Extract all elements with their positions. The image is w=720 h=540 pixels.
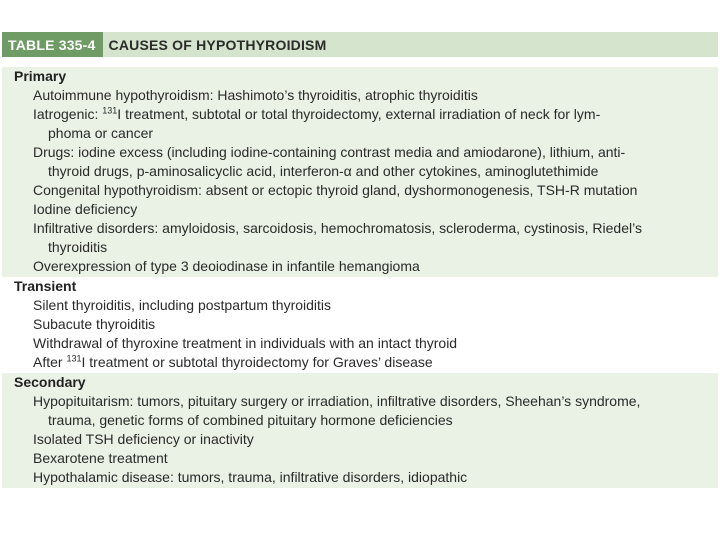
list-item: Hypothalamic disease: tumors, trauma, infiltrative disorders, idiopathic bbox=[33, 469, 468, 485]
table-number: TABLE 335-4 bbox=[2, 32, 103, 57]
section-heading-primary: Primary bbox=[14, 68, 67, 84]
section-transient bbox=[2, 277, 718, 373]
list-item: Iatrogenic: $^{131}$I treatment, subtotal or total thyroidectomy, external irradiation of neck for lym- phoma or cancer bbox=[33, 105, 601, 141]
title-spacer bbox=[2, 57, 718, 67]
section-secondary bbox=[2, 373, 718, 488]
list-item: Hypopituitarism: tumors, pituitary surgery or irradiation, infiltrative disorders, Sheehan’s syndrome, trauma, genetic forms of combined pituitary hormone deficiencies bbox=[33, 393, 641, 428]
list-item: Autoimmune hypothyroidism: Hashimoto’s thyroiditis, atrophic thyroiditis bbox=[33, 87, 478, 103]
section-primary bbox=[2, 67, 718, 277]
list-item: Drugs: iodine excess (including iodine-containing contrast media and amiodarone), lithium, anti- thyroid drugs, p-aminosalicyclic acid, interferon-α and other cytokines, aminoglutethimide bbox=[33, 144, 626, 179]
table-335-4 bbox=[2, 32, 718, 488]
section-heading-secondary: Secondary bbox=[14, 374, 86, 390]
list-item: Bexarotene treatment bbox=[33, 450, 168, 466]
list-item: Subacute thyroiditis bbox=[33, 316, 156, 332]
table-title: CAUSES OF HYPOTHYROIDISM bbox=[108, 36, 327, 53]
list-item: Overexpression of type 3 deoiodinase in infantile hemangioma bbox=[33, 258, 420, 274]
list-item: After $^{131}$I treatment or subtotal thyroidectomy for Graves’ disease bbox=[33, 353, 433, 370]
list-item: Congenital hypothyroidism: absent or ectopic thyroid gland, dyshormonogenesis, TSH-R mutation bbox=[33, 182, 638, 198]
table-title-bar bbox=[2, 32, 718, 57]
list-item: Iodine deficiency bbox=[33, 201, 138, 217]
list-item: Infiltrative disorders: amyloidosis, sarcoidosis, hemochromatosis, scleroderma, cystinosis, Riedel’s thyroiditis bbox=[33, 220, 642, 255]
section-heading-transient: Transient bbox=[14, 278, 77, 294]
list-item: Withdrawal of thyroxine treatment in individuals with an intact thyroid bbox=[33, 335, 458, 351]
list-item: Silent thyroiditis, including postpartum thyroiditis bbox=[33, 297, 332, 313]
list-item: Isolated TSH deficiency or inactivity bbox=[33, 431, 254, 447]
